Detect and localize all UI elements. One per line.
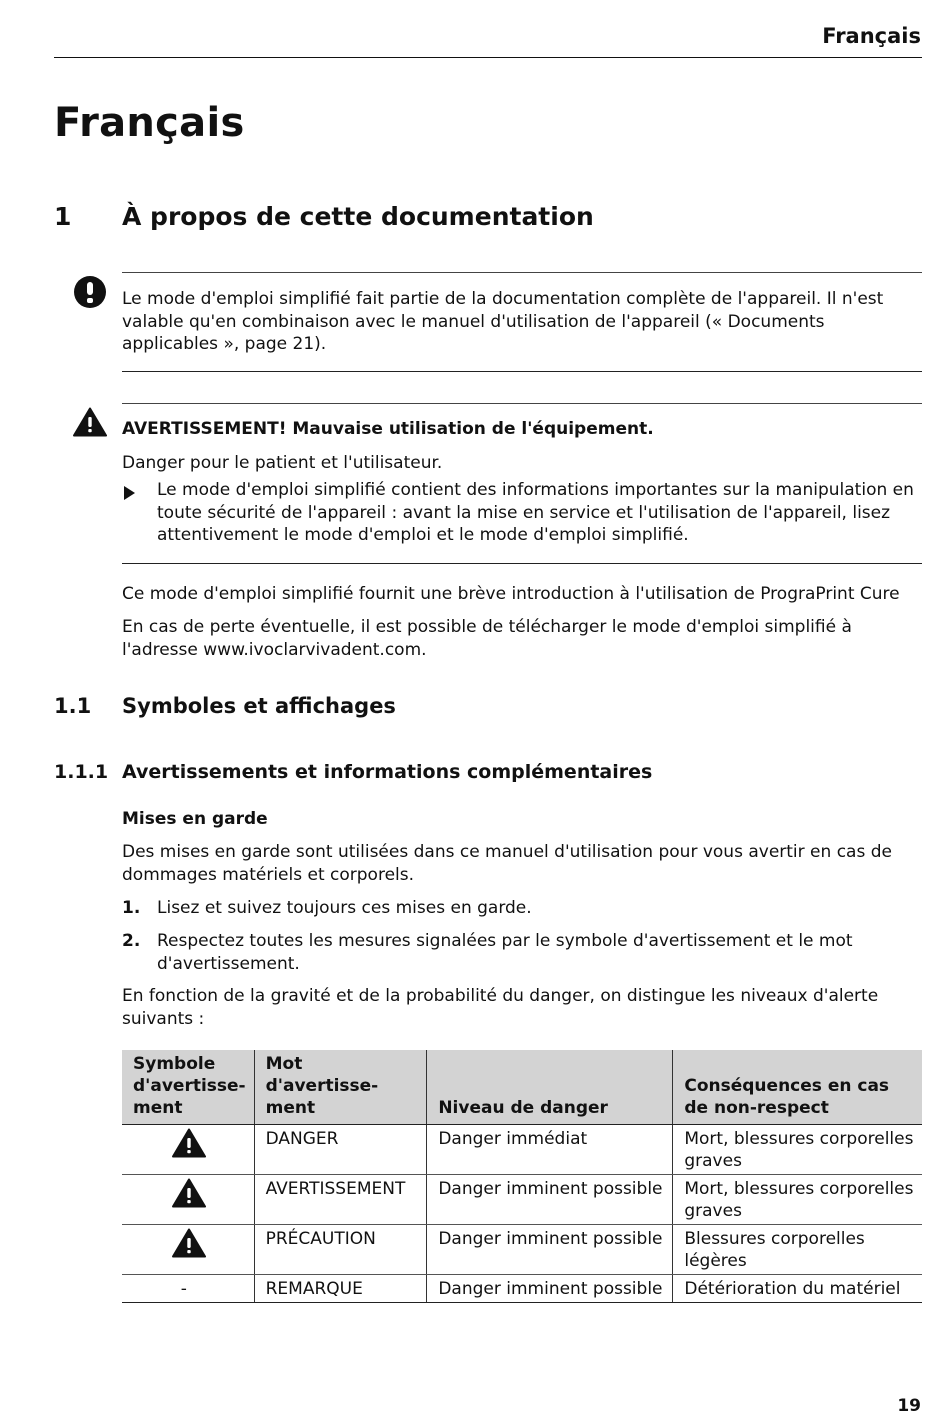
signal-word: DANGER [254,1125,427,1175]
warning-triangle-icon [172,1178,206,1208]
symbol-cell [122,1225,254,1275]
consequence: Mort, blessures corporelles graves [673,1125,922,1175]
table-row [122,1225,922,1275]
section-number: 1.1 [54,694,92,718]
exclamation-circle-icon [74,276,106,308]
step-number: 1. [122,898,141,918]
consequence: Blessures corporelles légères [673,1225,922,1275]
column-header: Mot d'avertisse-ment [254,1050,427,1125]
warning-levels-table [122,1050,922,1303]
warning-bottom-divider [122,563,922,564]
column-header: Conséquences en cas de non-respect [673,1050,922,1125]
table-row [122,1275,922,1303]
symbol-cell [122,1175,254,1225]
signal-word: AVERTISSEMENT [254,1175,427,1225]
consequence: Détérioration du matériel [673,1275,922,1303]
signal-word: PRÉCAUTION [254,1225,427,1275]
warning-top-divider [122,403,922,404]
table-header-row [122,1050,922,1125]
running-header: Français [822,24,921,48]
warning-bullet-text: Le mode d'emploi simplifié contient des informations importantes sur la manipulation en toute sécurité de l'appareil : avant la mise en service et l'utilisation de l'appareil, lisez attentivement le mode d'emploi et le mode d'emploi simplifié. [157,480,914,545]
warning-triangle-icon [73,407,107,437]
step-text: Respectez toutes les mesures signalées par le symbole d'avertissement et le mot d'avertissement. [157,931,853,974]
intro-paragraph: En cas de perte éventuelle, il est possible de télécharger le mode d'emploi simplifié à l'adresse www.ivoclarvivadent.com. [122,617,852,660]
section-title: Symboles et affichages [122,694,396,718]
page-title: Français [54,100,245,146]
body-paragraph: En fonction de la gravité et de la probabilité du danger, on distingue les niveaux d'alerte suivants : [122,986,879,1029]
table-row [122,1175,922,1225]
danger-level: Danger immédiat [427,1125,673,1175]
note-top-divider [122,272,922,273]
header-divider [54,57,922,58]
intro-paragraph: Ce mode d'emploi simplifié fournit une brève introduction à l'utilisation de PrograPrint Cure [122,584,900,604]
note-bottom-divider [122,371,922,372]
danger-level: Danger imminent possible [427,1275,673,1303]
symbol-cell [122,1125,254,1175]
column-header: Niveau de danger [427,1050,673,1125]
warning-triangle-icon [172,1228,206,1258]
triangle-bullet-icon [124,486,135,500]
danger-level: Danger imminent possible [427,1225,673,1275]
body-paragraph: Des mises en garde sont utilisées dans ce manuel d'utilisation pour vous avertir en cas de dommages matériels et corporels. [122,842,892,885]
step-text: Lisez et suivez toujours ces mises en garde. [157,898,532,918]
warning-title: AVERTISSEMENT! Mauvaise utilisation de l'équipement. [122,419,654,439]
subheading: Mises en garde [122,809,268,829]
page-number: 19 [897,1396,921,1416]
section-title: Avertissements et informations complémentaires [122,761,653,783]
danger-level: Danger imminent possible [427,1175,673,1225]
warning-triangle-icon [172,1128,206,1158]
section-title: À propos de cette documentation [122,202,594,231]
note-text: Le mode d'emploi simplifié fait partie de la documentation complète de l'appareil. Il n'est valable qu'en combinaison avec le manuel d'utilisation de l'appareil (« Documents applicables », page 21). [122,289,884,354]
symbol-cell: - [122,1275,254,1303]
consequence: Mort, blessures corporelles graves [673,1175,922,1225]
column-header: Symbole d'avertisse-ment [122,1050,254,1125]
signal-word: REMARQUE [254,1275,427,1303]
table-row [122,1125,922,1175]
section-number: 1 [54,202,72,231]
section-number: 1.1.1 [54,761,109,783]
step-number: 2. [122,931,141,951]
warning-description: Danger pour le patient et l'utilisateur. [122,453,443,473]
